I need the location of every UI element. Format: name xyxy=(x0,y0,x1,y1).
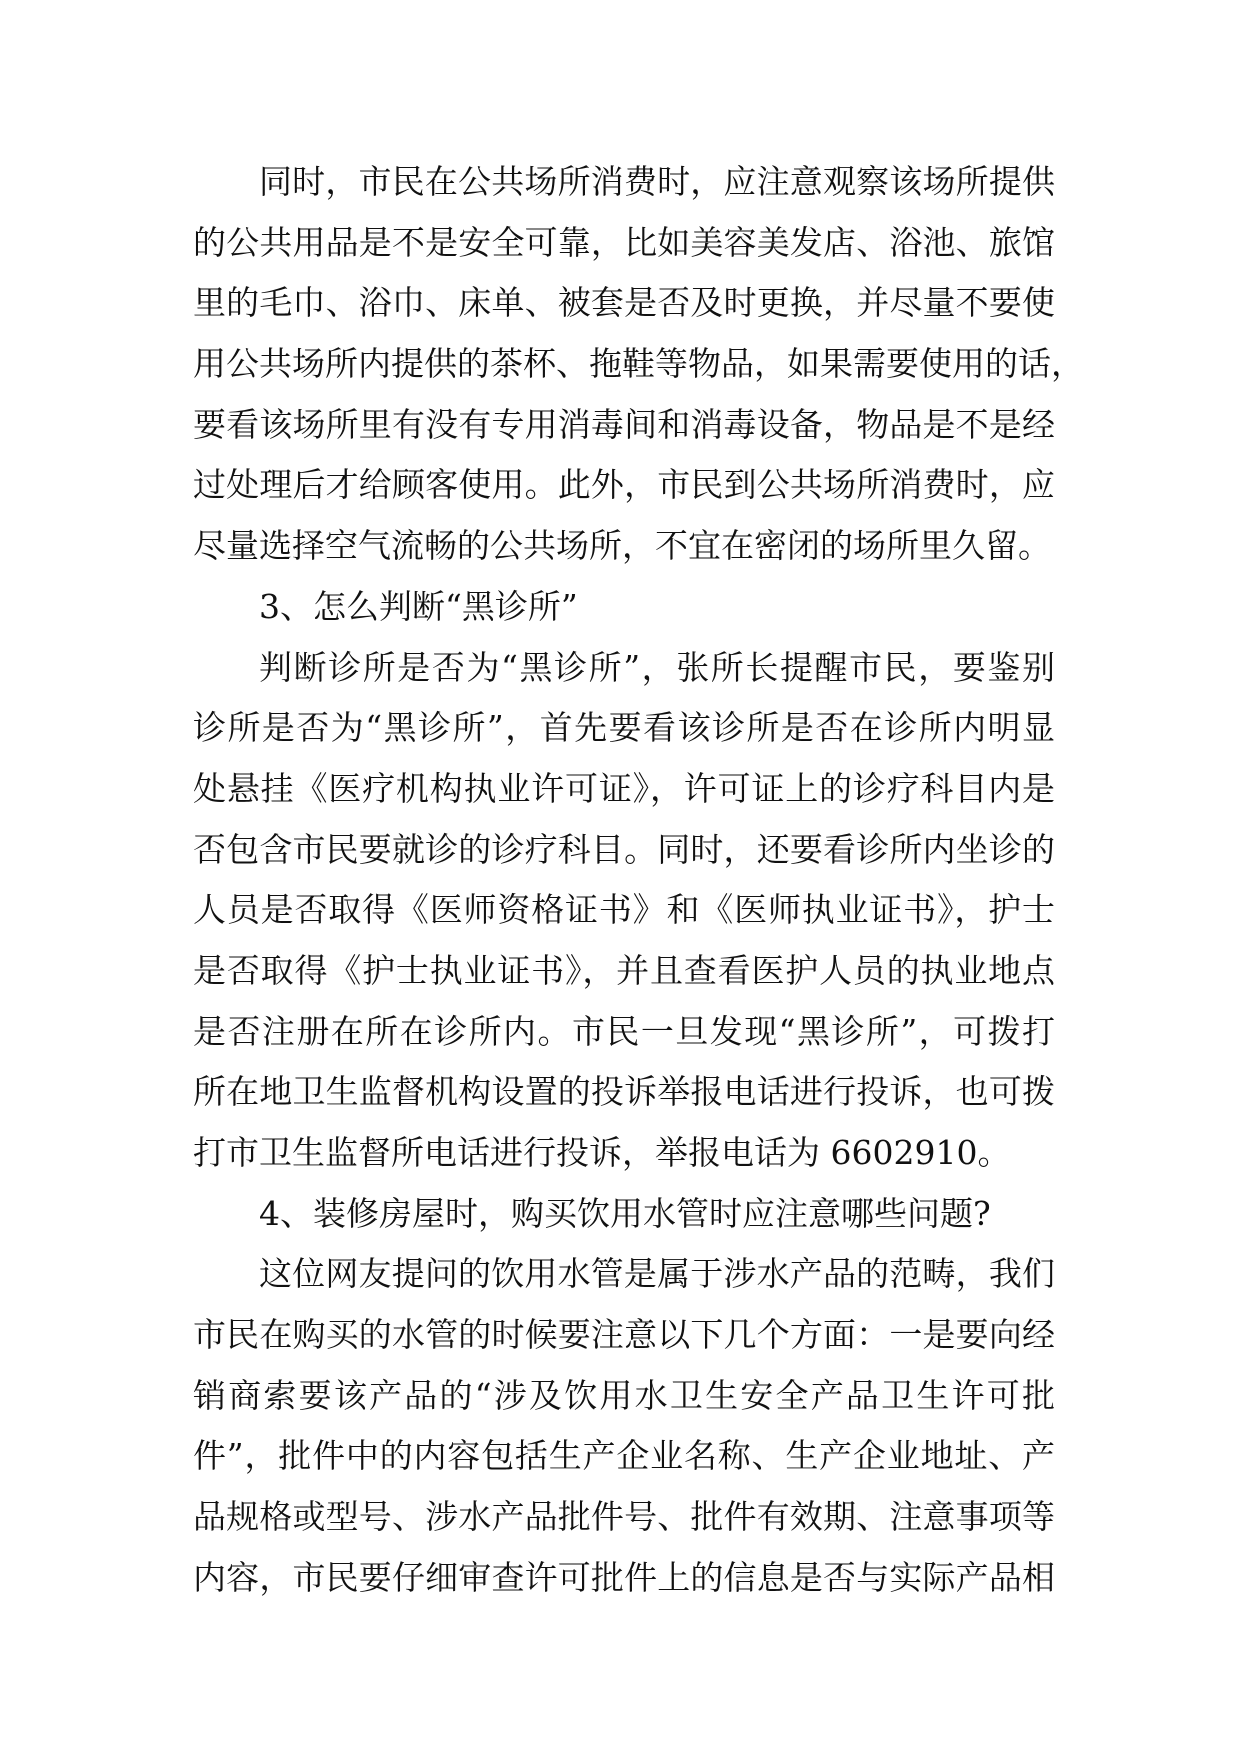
text-line: 否包含市民要就诊的诊疗科目。同时，还要看诊所内坐诊的 xyxy=(193,829,1055,869)
text-line: 人员是否取得《医师资格证书》和《医师执业证书》，护士 xyxy=(193,890,1055,930)
text-line: 过处理后才给顾客使用。此外，市民到公共场所消费时，应 xyxy=(193,465,1055,505)
text-line: 诊所是否为“黑诊所”，首先要看该诊所是否在诊所内明显 xyxy=(193,708,1055,748)
text-line: 用公共场所内提供的茶杯、拖鞋等物品，如果需要使用的话， xyxy=(193,344,1084,384)
text-line: 判断诊所是否为“黑诊所”，张所长提醒市民，要鉴别 xyxy=(259,647,1055,687)
document-body xyxy=(193,152,1084,1609)
text-line: 里的毛巾、浴巾、床单、被套是否及时更换，并尽量不要使 xyxy=(193,283,1055,323)
text-line: 是否注册在所在诊所内。市民一旦发现“黑诊所”，可拨打 xyxy=(193,1011,1055,1051)
text-line: 这位网友提问的饮用水管是属于涉水产品的范畴，我们 xyxy=(259,1254,1055,1294)
text-line: 同时，市民在公共场所消费时，应注意观察该场所提供 xyxy=(259,162,1055,201)
text-line: 4、装修房屋时，购买饮用水管时应注意哪些问题? xyxy=(259,1193,991,1233)
text-line: 要看该场所里有没有专用消毒间和消毒设备，物品是不是经 xyxy=(193,404,1055,444)
text-line: 内容，市民要仔细审查许可批件上的信息是否与实际产品相 xyxy=(193,1557,1055,1597)
text-line: 件”，批件中的内容包括生产企业名称、生产企业地址、产 xyxy=(193,1436,1055,1476)
text-line: 品规格或型号、涉水产品批件号、批件有效期、注意事项等 xyxy=(193,1497,1055,1537)
text-line: 处悬挂《医疗机构执业许可证》，许可证上的诊疗科目内是 xyxy=(193,768,1055,808)
text-line: 3、怎么判断“黑诊所” xyxy=(259,586,578,626)
text-line: 尽量选择空气流畅的公共场所，不宜在密闭的场所里久留。 xyxy=(193,526,1051,566)
text-line: 销商索要该产品的“涉及饮用水卫生安全产品卫生许可批 xyxy=(193,1375,1055,1415)
text-line: 是否取得《护士执业证书》，并且查看医护人员的执业地点 xyxy=(193,950,1055,990)
text-line: 打市卫生监督所电话进行投诉，举报电话为 6602910。 xyxy=(193,1133,1011,1172)
text-line: 市民在购买的水管的时候要注意以下几个方面：一是要向经 xyxy=(193,1315,1055,1355)
text-line: 所在地卫生监督机构设置的投诉举报电话进行投诉，也可拨 xyxy=(193,1072,1055,1112)
text-line: 的公共用品是不是安全可靠，比如美容美发店、浴池、旅馆 xyxy=(193,222,1055,262)
